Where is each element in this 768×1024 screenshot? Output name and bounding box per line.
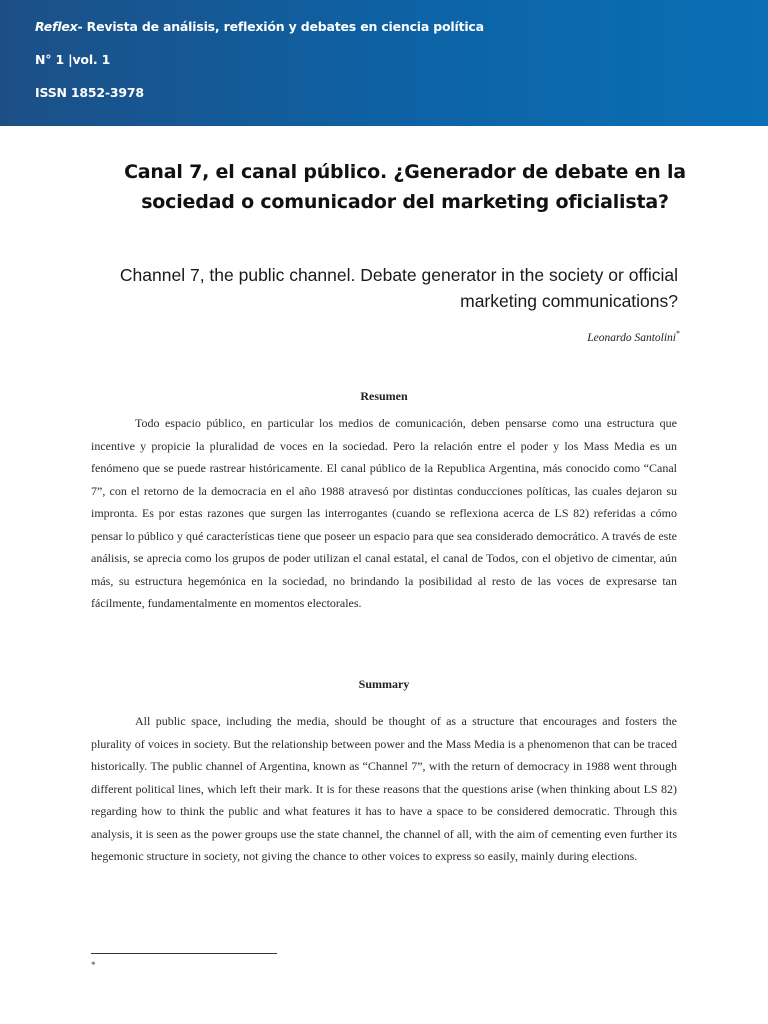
- journal-name: Reflex: [35, 19, 78, 34]
- article-title-english: Channel 7, the public channel. Debate generator in the society or official marketing communications?: [119, 265, 678, 311]
- resumen-heading: Resumen: [360, 389, 408, 403]
- footnote-divider: [91, 953, 277, 954]
- journal-title-line: [35, 19, 484, 34]
- resumen-paragraph: Todo espacio público, en particular los medios de comunicación, deben pensarse como una estructura que incentive y propicie la pluralidad de voces en la sociedad. Pero la relación entre el poder y los Mass Media es un fenómeno que se puede rastrear históricamente. El canal público de la Republica Argentina, más conocido como “Canal 7”, con el retorno de la democracia en el año 1988 atravesó por distintas conducciones políticas, las cuales dejaron su impronta. Es por estas razones que surgen las interrogantes (cuando se reflexiona acerca de LS 82) referidas a cómo pensar lo público y qué características tiene que poseer un espacio para que sea considerado democrático. A través de este análisis, se aprecia como los grupos de poder utilizan el canal estatal, el canal de Todos, con el objetivo de cimentar, aún más, su estructura hegemónica en la sociedad, no brindando la posibilidad al resto de las voces de expresarse tan fácilmente, fundamentalmente en momentos electorales.: [91, 416, 677, 610]
- journal-issue: N° 1 |vol. 1: [35, 52, 111, 67]
- journal-tagline: - Revista de análisis, reflexión y debates en ciencia política: [77, 19, 484, 34]
- author-line: [587, 329, 680, 344]
- summary-heading: Summary: [358, 677, 410, 691]
- journal-header: [0, 0, 768, 126]
- journal-issn: ISSN 1852-3978: [35, 85, 144, 100]
- article-title-spanish: Canal 7, el canal público. ¿Generador de debate en la sociedad o comunicador del marketing oficialista?: [124, 161, 686, 213]
- summary-paragraph: All public space, including the media, should be thought of as a structure that encourages and fosters the plurality of voices in society. But the relationship between power and the Mass Media is a phenomenon that can be traced historically. The public channel of Argentina, known as “Channel 7”, with the return of democracy in 1988 went through different political lines, which left their mark. It is for these reasons that the questions arise (when thinking about LS 82) regarding how to think the public and what features it has to have a space to be considered democratic. Through this analysis, it is seen as the power groups use the state channel, the channel of all, with the aim of cementing even further its hegemonic structure in society, not giving the chance to other voices to express so easily, mainly during elections.: [91, 714, 677, 863]
- footnote-mark: *: [91, 960, 96, 970]
- author-footnote-mark: *: [676, 329, 680, 338]
- author-name: Leonardo Santolini: [587, 331, 676, 344]
